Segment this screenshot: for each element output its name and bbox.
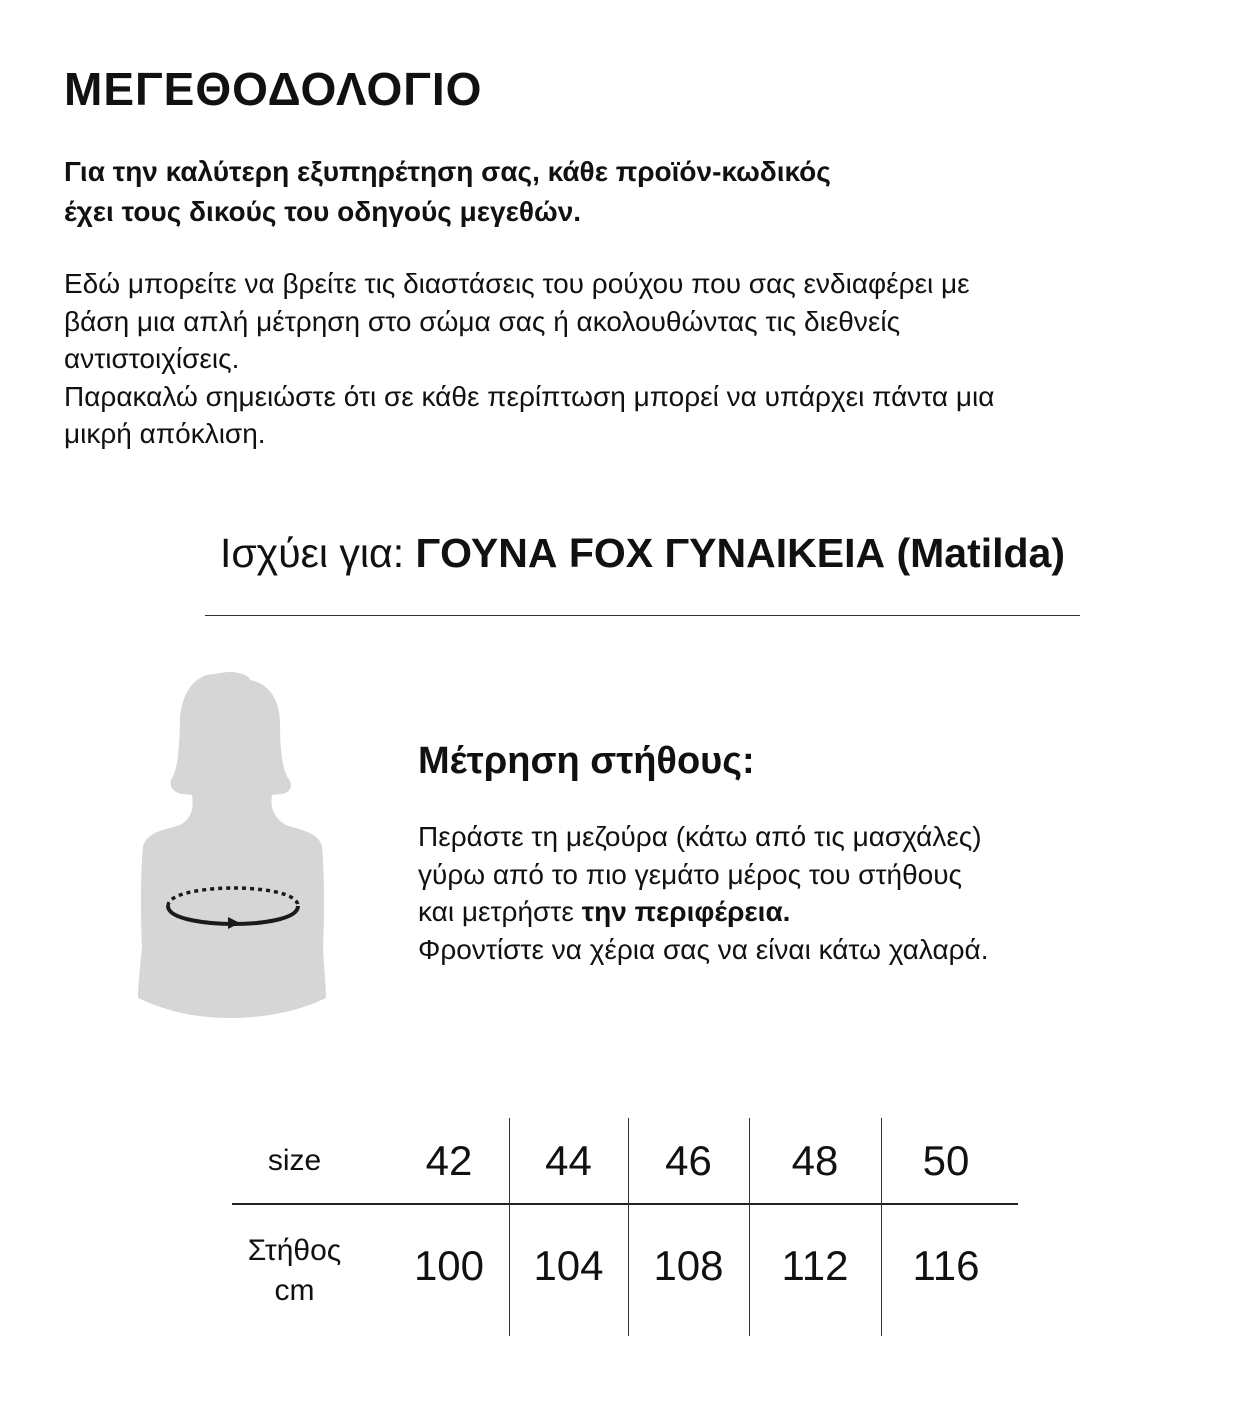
size-table — [232, 1118, 1018, 1336]
table-header-label: size — [267, 1143, 322, 1177]
intro-line: Εδώ μπορείτε να βρείτε τις διαστάσεις του ρούχου που σας ενδιαφέρει με — [64, 268, 970, 299]
intro-line: βάση μια απλή μέτρηση στο σώμα σας ή ακολουθώντας τις διεθνείς — [64, 305, 901, 337]
instruction-line: γύρω από το πιο γεμάτο μέρος του στήθους — [418, 858, 963, 890]
intro-line: αντιστοιχίσεις. — [64, 343, 240, 374]
chest-value-cell: 104 — [533, 1242, 604, 1289]
applies-prefix: Ισχύει για: — [219, 530, 416, 576]
size-cell: 50 — [922, 1136, 970, 1184]
chest-label: Στήθος — [247, 1233, 342, 1267]
intro-bold-line: έχει τους δικούς του οδηγούς μεγεθών. — [64, 196, 582, 227]
intro-line: Παρακαλώ σημειώστε ότι σε κάθε περίπτωση μπορεί να υπάρχει πάντα μια — [64, 380, 995, 412]
instruction-line: Φροντίστε να χέρια σας να είναι κάτω χαλαρά. — [418, 933, 989, 965]
intro-paragraph — [64, 265, 1184, 453]
chest-value-cell: 116 — [912, 1242, 980, 1289]
page-title: ΜΕΓΕΘΟΔΟΛΟΓΙΟ — [64, 63, 483, 115]
unit-label: cm — [274, 1273, 315, 1307]
chest-value-cell: 108 — [653, 1242, 724, 1289]
chest-value-cell: 112 — [781, 1242, 849, 1289]
applies-to-heading — [0, 530, 1251, 577]
size-cell: 48 — [791, 1136, 839, 1184]
chest-value-cell: 100 — [413, 1242, 485, 1289]
size-cell: 44 — [545, 1136, 592, 1184]
measurement-title: Μέτρηση στήθους: — [418, 740, 755, 782]
instruction-line — [418, 893, 989, 931]
instruction-line: Περάστε τη μεζούρα (κάτω από τις μασχάλες) — [418, 821, 982, 852]
female-silhouette-icon — [138, 672, 326, 1018]
intro-bold-line: Για την καλύτερη εξυπηρέτηση σας, κάθε προϊόν-κωδικός — [64, 156, 831, 187]
intro-bold-paragraph — [64, 152, 831, 232]
instruction-text: και μετρήστε — [418, 896, 582, 927]
intro-line: μικρή απόκλιση. — [64, 418, 266, 449]
size-cell: 42 — [425, 1136, 473, 1184]
section-divider — [205, 615, 1080, 616]
chest-measurement-illustration — [130, 668, 340, 1028]
measurement-instructions — [418, 818, 989, 968]
instruction-emphasis: την περιφέρεια — [581, 896, 783, 927]
size-cell: 46 — [665, 1136, 712, 1184]
product-name: ΓΟΥΝΑ FOX ΓΥΝΑΙΚΕΙΑ (Matilda) — [415, 530, 1066, 576]
instruction-period: . — [782, 896, 791, 927]
chest-row-label — [232, 1205, 357, 1336]
